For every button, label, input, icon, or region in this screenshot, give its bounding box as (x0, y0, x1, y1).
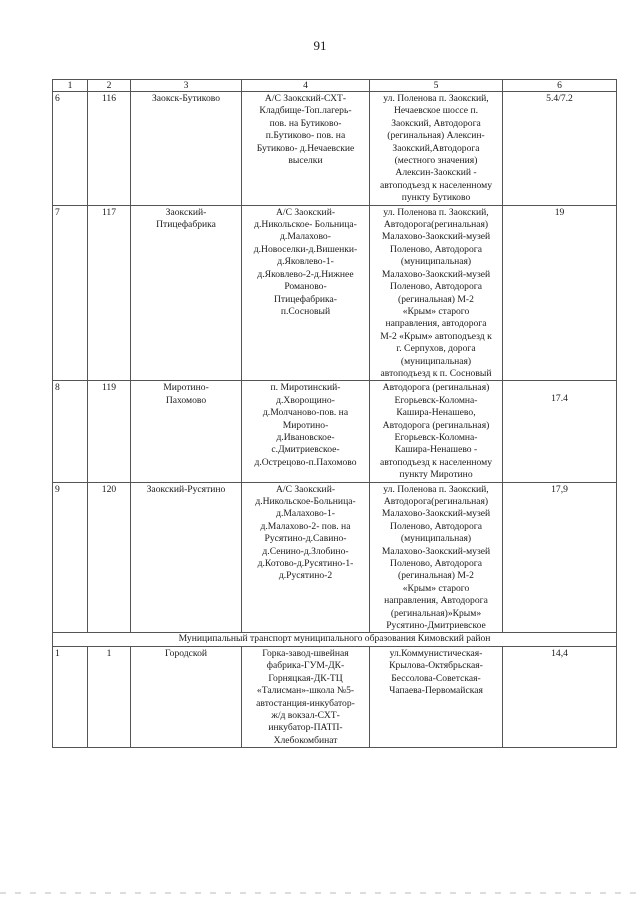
column-header: 1 (53, 80, 88, 92)
route-name: Заокск-Бутиково (131, 92, 242, 206)
scan-noise (0, 891, 640, 895)
route-distance: 17.4 (503, 381, 617, 482)
row-index: 7 (53, 205, 88, 381)
route-stops: п. Миротинский- д.Хворощино- д.Молчаново-пов. на Миротино- д.Ивановское- с.Дмитриевское- д.Острецово-п.Пахомово (242, 381, 370, 482)
section-title: Муниципальный транспорт муниципального образования Кимовский район (53, 633, 617, 646)
route-number: 1 (88, 646, 131, 747)
column-header: 2 (88, 80, 131, 92)
route-number: 120 (88, 482, 131, 633)
route-stops: Горка-завод-швейная фабрика-ГУМ-ДК- Горняцкая-ДК-ТЦ «Талисман»-школа №5- автостанция-инкубатор- ж/д вокзал-СХТ- инкубатор-ПАТП- Хлебокомбинат (242, 646, 370, 747)
column-header: 5 (370, 80, 503, 92)
row-index: 9 (53, 482, 88, 633)
section-header-row (53, 633, 617, 646)
row-index: 8 (53, 381, 88, 482)
route-streets: Автодорога (регинальная) Егорьевск-Коломна- Кашира-Ненашево, Автодорога (регинальная) Егорьевск-Коломна- Кашира-Ненашево - автоподъезд к населенному пункту Миротино (370, 381, 503, 482)
route-number: 117 (88, 205, 131, 381)
table-header-row (53, 80, 617, 92)
column-header: 6 (503, 80, 617, 92)
route-streets: ул. Поленова п. Заокский, Автодорога(регинальная) Малахово-Заокский-музей Поленово, Автодорога (муниципальная) Малахово-Заокский-музей Поленово, Автодорога (регинальная) М-2 «Крым» старого направления, Автодорога (регинальная)»Крым» Русятино-Дмитриевское (370, 482, 503, 633)
route-name: Заокский-Русятино (131, 482, 242, 633)
table-row (53, 381, 617, 482)
routes-table (52, 79, 617, 748)
route-streets: ул.Коммунистическая- Крылова-Октябрьская- Бессолова-Советская- Чапаева-Первомайская (370, 646, 503, 747)
route-distance: 5.4/7.2 (503, 92, 617, 206)
table-row (53, 646, 617, 747)
table-row (53, 482, 617, 633)
route-streets: ул. Поленова п. Заокский, Автодорога(регинальная) Малахово-Заокский-музей Поленово, Автодорога (муниципальная) Малахово-Заокский-музей Поленово, Автодорога (регинальная) М-2 «Крым» старого направления, автодорога М-2 «Крым» автоподъезд к г. Серпухов, дорога (муниципальная) автоподъезд к п. Сосновый (370, 205, 503, 381)
route-stops: А/С Заокский- д.Никольское- Больница- д.Малахово- д.Новоселки-д.Вишенки- д.Яковлево-1- д.Яковлево-2-д.Нижнее Романово- Птицефабрика- п.Сосновый (242, 205, 370, 381)
route-stops: А/С Заокский-СХТ- Кладбище-Топ.лагерь- пов. на Бутиково- п.Бутиково- пов. на Бутиково- д.Нечаевские выселки (242, 92, 370, 206)
page-number: 91 (313, 38, 327, 53)
route-distance: 17,9 (503, 482, 617, 633)
route-stops: А/С Заокский- д.Никольское-Больница- д.Малахово-1- д.Малахово-2- пов. на Русятино-д.Савино- д.Сенино-д.Злобино- д.Котово-д.Русятино-1- д.Русятино-2 (242, 482, 370, 633)
row-index: 6 (53, 92, 88, 206)
column-header: 3 (131, 80, 242, 92)
route-distance: 19 (503, 205, 617, 381)
route-number: 116 (88, 92, 131, 206)
route-name: Миротино- Пахомово (131, 381, 242, 482)
table-row (53, 205, 617, 381)
route-name: Городской (131, 646, 242, 747)
route-streets: ул. Поленова п. Заокский, Нечаевское шоссе п. Заокский, Автодорога (регинальная) Алексин- Заокский,Автодорога (местного значения) Алексин-Заокский - автоподъезд к населенному пункту Бутиково (370, 92, 503, 206)
route-distance: 14,4 (503, 646, 617, 747)
table-row (53, 92, 617, 206)
route-name: Заокский- Птицефабрика (131, 205, 242, 381)
row-index: 1 (53, 646, 88, 747)
column-header: 4 (242, 80, 370, 92)
route-number: 119 (88, 381, 131, 482)
